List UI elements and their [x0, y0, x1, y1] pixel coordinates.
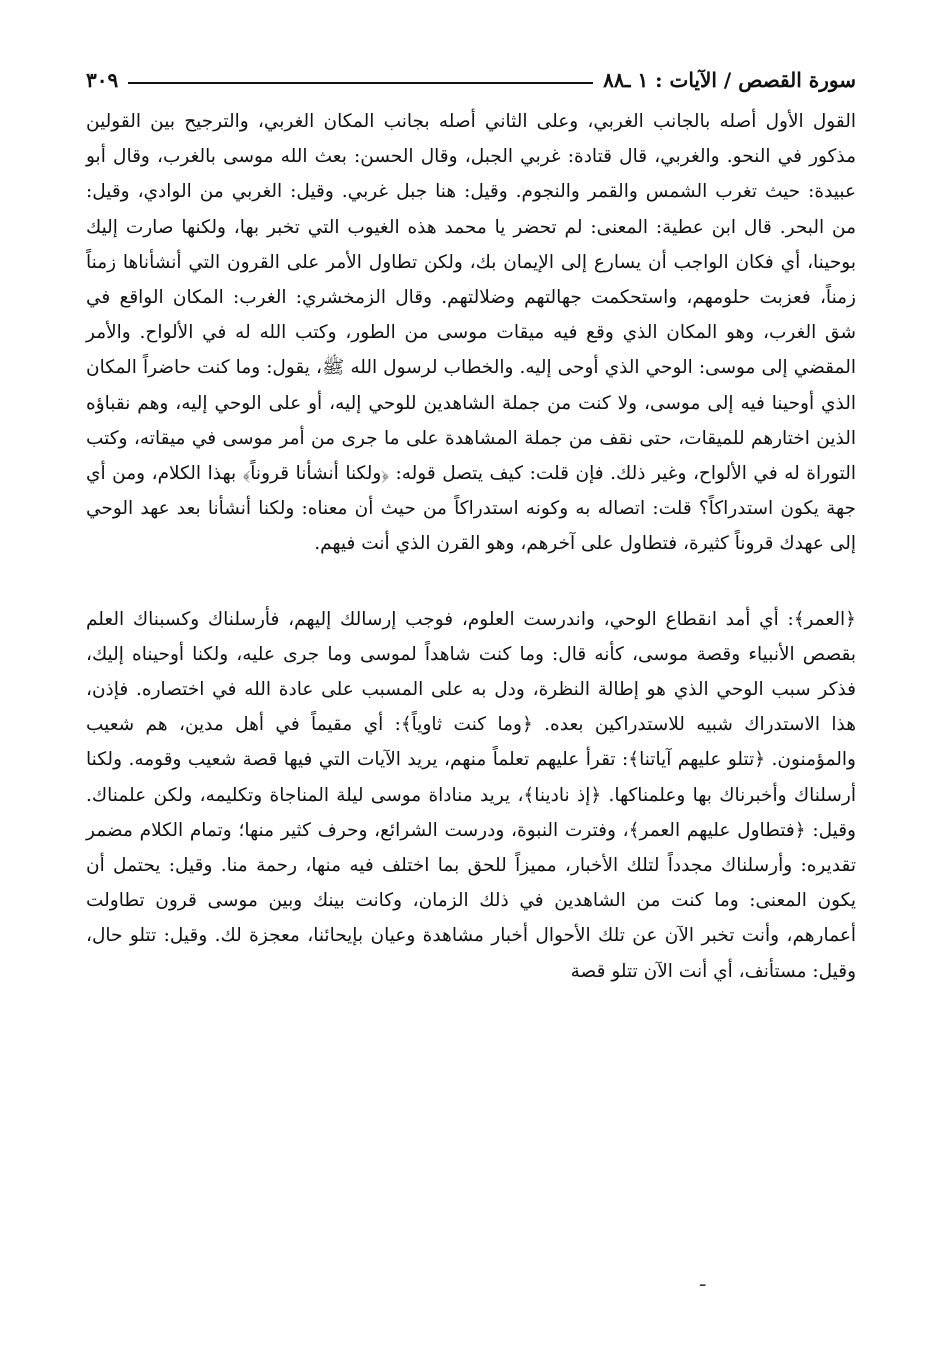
paragraph-gap [86, 562, 856, 602]
text-line: وعيان بإيحائنا، معجزة لك. وقيل: تتلو حال، وقيل: مستأنف، أي أنت الآن تتلو قصة [86, 925, 856, 982]
text-line: ﴿العمر﴾: أي أمد انقطاع الوحي، واندرست العلوم، فوجب إرسالك إليهم، [288, 608, 857, 630]
text-line: كنت ثاوياً﴾: أي مقيماً في أهل مدين، هم شعيب والمؤمنون. ﴿تتلو عليهم آياتنا﴾: تقرأ [86, 714, 856, 771]
text-line: فإن قلت: كيف يتصل قوله: ﴿ولكنا أنشأنا قروناً﴾ بهذا الكلام، ومن أي جهة يكون [86, 463, 856, 520]
text-line: وعلمناكها. ﴿إذ نادينا﴾، يريد مناداة موسى ليلة المناجاة وتكليمه، ولكن علمناك. وقيل: [86, 784, 856, 841]
text-line: بين القولين مذكور في النحو. والغربي، قال قتادة: غربي الجبل، وقال الحسن: بعث الله [86, 111, 856, 168]
text-line: إليه، أو على الوحي إليه، وهم نقباؤه الذين اختارهم للميقات، حتى نقف من جملة [86, 392, 856, 449]
paragraph-1 [86, 104, 856, 562]
text-line: وما كنت حاضراً المكان الذي أوحينا فيه إلى موسى، ولا كنت من جملة الشاهدين للوحي [86, 357, 856, 414]
text-line: القول الأول أصله بالجانب الغربي، وعلى الثاني أصله بجانب المكان الغربي، والترجيح [184, 111, 856, 132]
text-line: موسى بالغرب، وقال أبو عبيدة: حيث تغرب الشمس والقمر والنجوم. وقيل: هنا جبل [86, 146, 856, 203]
text-line: ﴿فتطاول عليهم العمر﴾، وفترت النبوة، ودرست الشرائع، وحرف كثير منها؛ وتمام الكلام [139, 819, 806, 841]
text-line: وما جرى عليه، ولكنا أوحيناه إليك، فذكر سبب الوحي الذي هو إطالة النظرة، ودل به على [86, 643, 856, 701]
text-line: المسبب على عادة الله في اختصاره. فإذن، هذا الاستدراك شبيه للاستدراكين بعده. ﴿وما [86, 679, 856, 736]
text-line: حلومهم، واستحكمت جهالتهم وضلالتهم. وقال الزمخشري: الغرب: المكان الواقع في [86, 287, 751, 309]
text-line: الوحي إلى عهدك قروناً كثيرة، فتطاول على آخرهم، وهو القرن الذي أنت فيهم. [86, 498, 856, 555]
text-line: فأرسلناك وكسبناك العلم بقصص الأنبياء وقصة موسى، كأنه قال: وما كنت شاهداً لموسى [86, 608, 856, 665]
text-line: عليهم تعلماً منهم، يريد الآيات التي فيها قصة شعيب وقومه. ولكنا أرسلناك وأخبرناك بها [86, 749, 857, 806]
text-line: وبين موسى قرون تطاولت أعمارهم، وأنت تخبر الآن عن تلك الأحوال أخبار مشاهدة [86, 890, 856, 947]
text-line: غربي. وقيل: الغربي من الوادي، وقيل: من البحر. قال ابن عطية: المعنى: لم تحضر [86, 181, 856, 238]
text-line: منا. وقيل: يحتمل أن يكون المعنى: وما كنت من الشاهدين في ذلك الزمان، وكانت بينك [86, 855, 856, 912]
text-line: يسارع إلى الإيمان بك، ولكن تطاول الأمر على القرون التي أنشأناها زمناً زمناً، فعزبت [86, 251, 856, 309]
header-rule [128, 82, 593, 84]
text-line: يا محمد هذه الغيوب التي تخبر بها، ولكنها صارت إليك بوحينا، أي فكان الواجب أن [86, 216, 856, 273]
body-text [86, 104, 856, 989]
text-line: والأمر المقضي إلى موسى: الوحي الذي أوحى إليه. والخطاب لرسول الله ﷺ، يقول: [86, 322, 856, 379]
page [86, 62, 856, 989]
text-line: شق الغرب، وهو المكان الذي وقع فيه ميقات موسى من الطور، وكتب الله له في الألواح. [139, 322, 856, 344]
running-header [86, 62, 856, 98]
surah-title: سورة القصص / الآيات : ١ ـ٨٨ [603, 68, 856, 92]
paragraph-2 [86, 602, 856, 989]
text-line: المشاهدة على ما جرى من أمر موسى في ميقاته، وكتب التوراة له في الألواح، وغير ذلك. [86, 427, 856, 485]
page-number: ٣٠٩ [86, 68, 119, 92]
text-line: مضمر تقديره: وأرسلناك مجدداً لتلك الأخبار، مميزاً للحق بما اختلف فيه منها، رحمة [86, 819, 856, 877]
catchword-mark: ـ [700, 1270, 706, 1291]
text-line: استدراكاً؟ قلت: اتصاله به وكونه استدراكاً من حيث أن معناه: ولكنا أنشأنا بعد عهد [140, 498, 774, 520]
